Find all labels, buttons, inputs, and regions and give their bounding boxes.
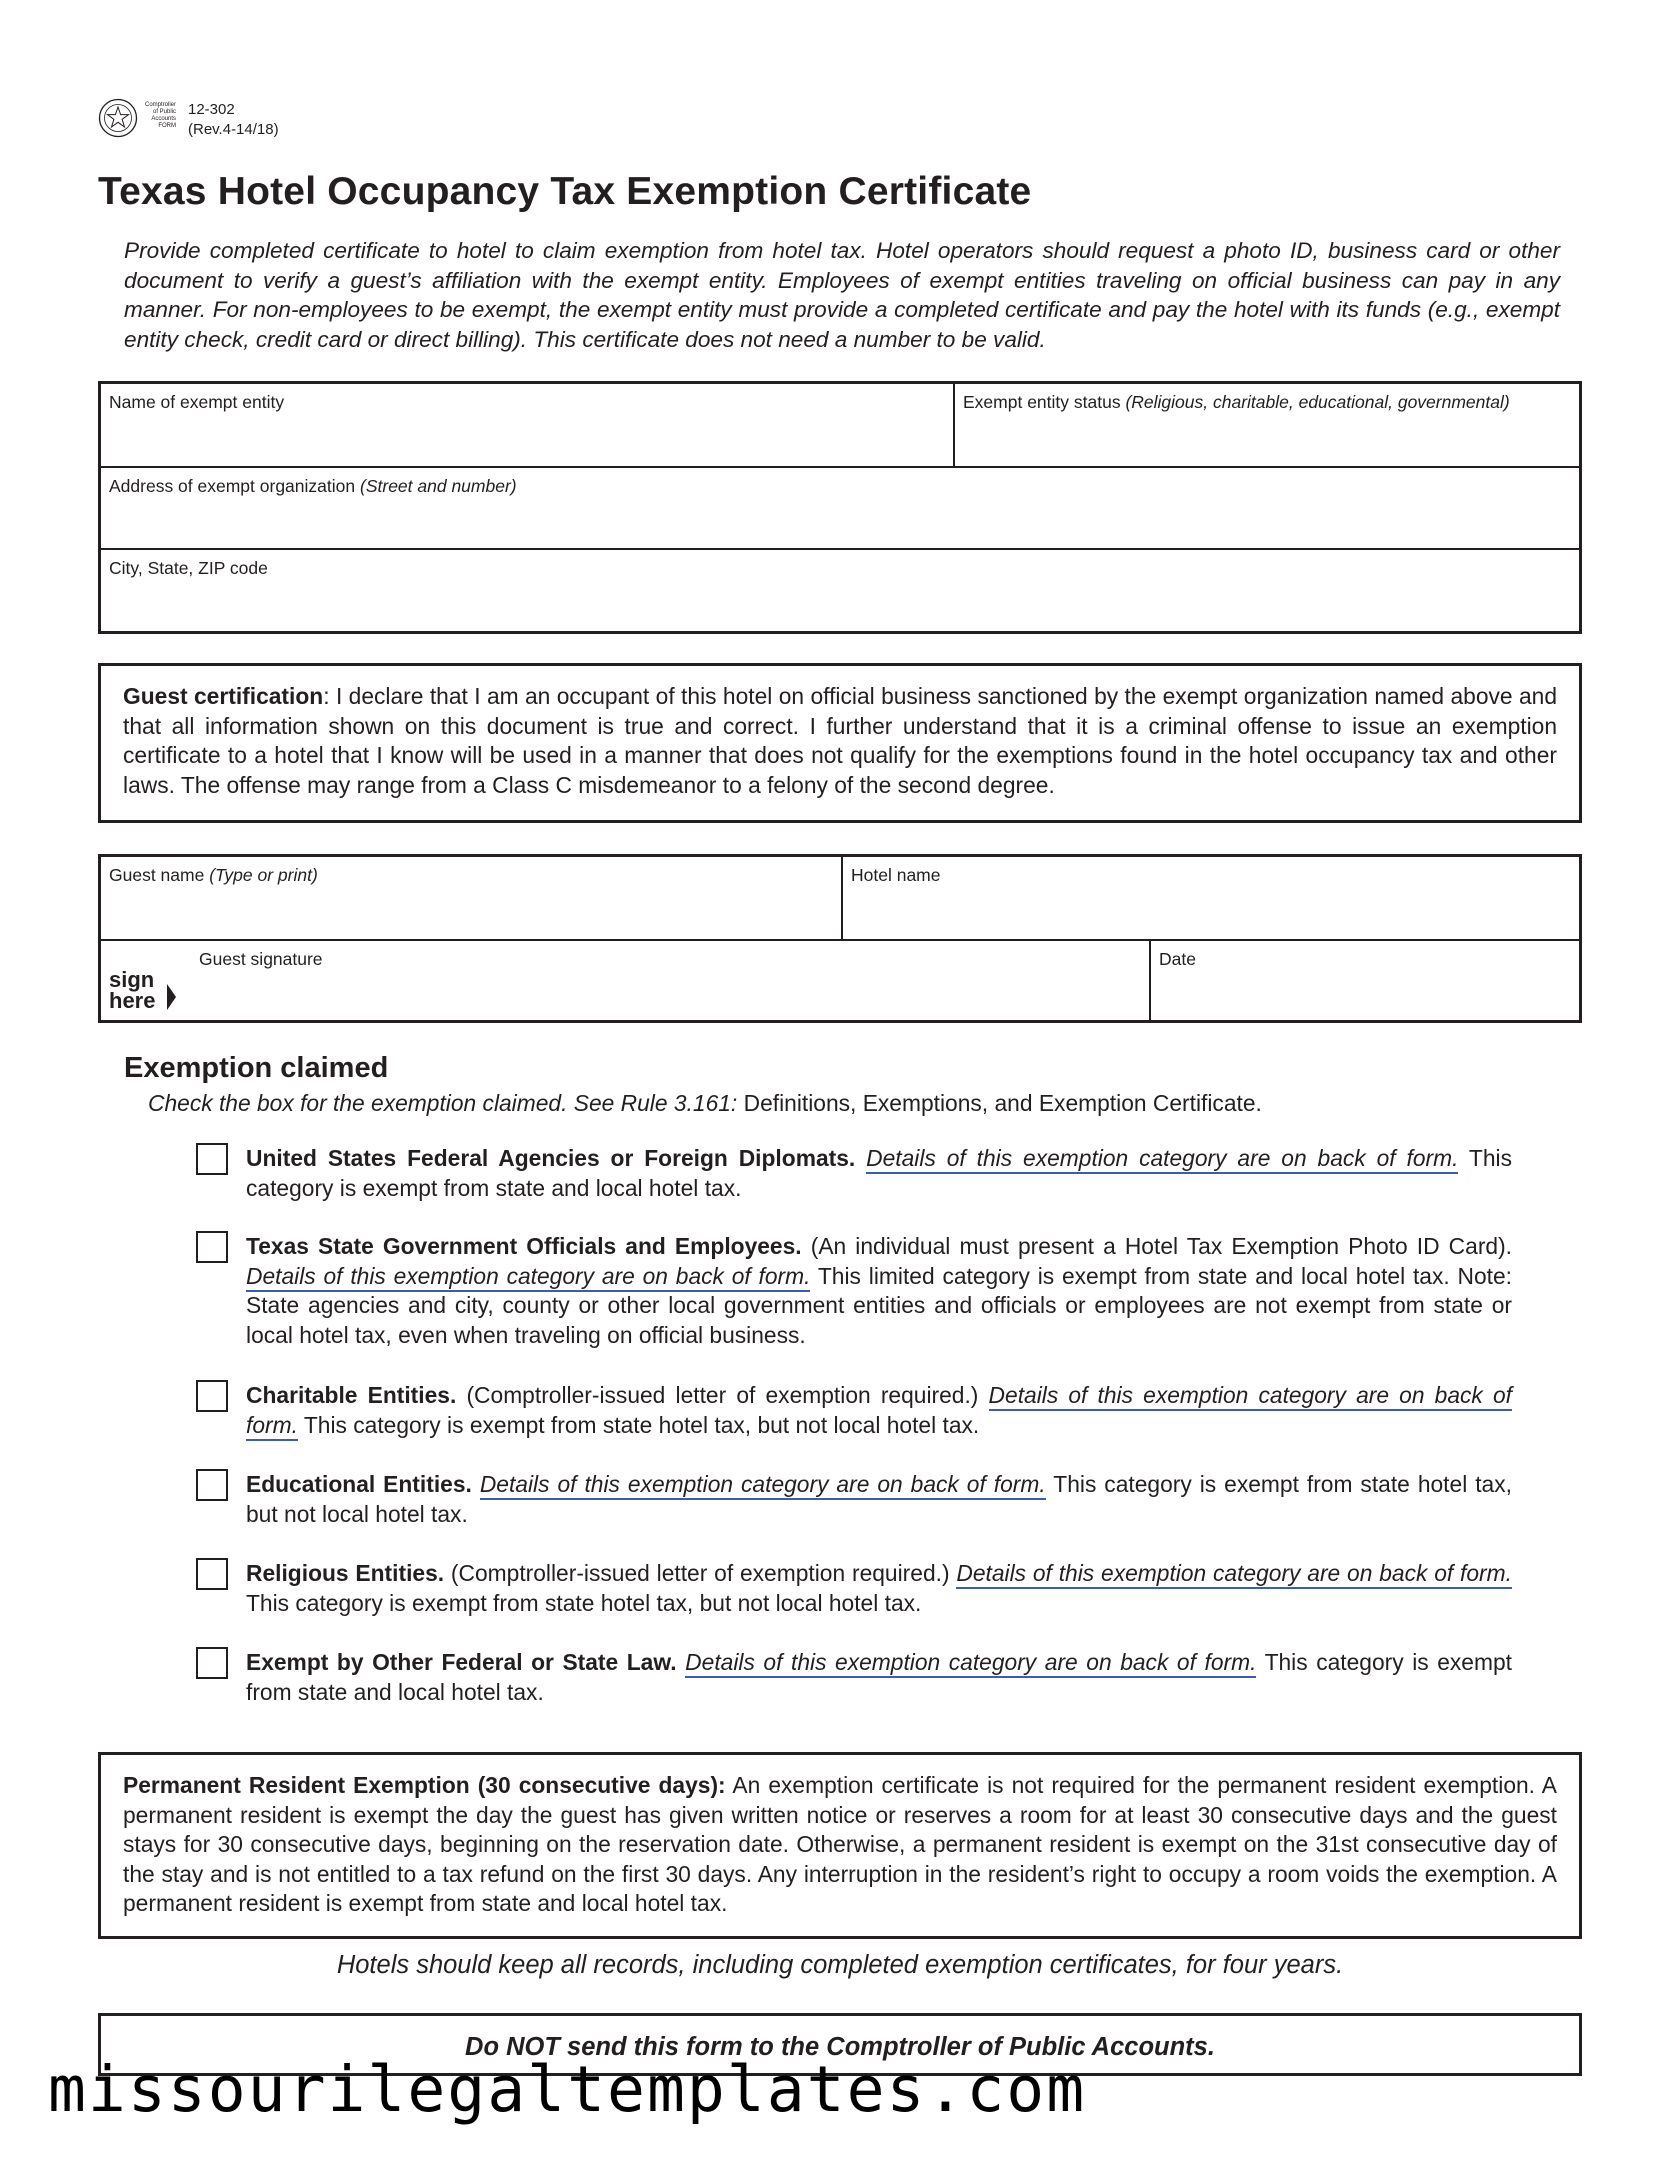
entity-name-label: Name of exempt entity [109, 392, 285, 412]
details-link-charitable-entities[interactable]: Details of this exemption category are on back of form. [246, 1382, 1512, 1441]
hotel-name-label: Hotel name [851, 865, 941, 885]
entity-status-hint: (Religious, charitable, educational, governmental) [1125, 392, 1510, 412]
entity-fields-box [98, 381, 1582, 634]
checkbox-federal-agencies[interactable] [196, 1143, 228, 1175]
guest-name-field[interactable] [101, 857, 841, 939]
entity-status-field[interactable] [955, 384, 1579, 466]
site-watermark: missourilegaltemplates.com [48, 2053, 1087, 2126]
exemption-instruction: Check the box for the exemption claimed. See Rule 3.161: Definitions, Exemptions, and Exemption Certificate. [148, 1090, 1262, 1116]
form-header [98, 98, 298, 142]
date-field[interactable] [1151, 941, 1579, 1020]
intro-paragraph: Provide completed certificate to hotel to claim exemption from hotel tax. Hotel operators should request a photo ID, business card or other document to verify a guest’s affiliation with the exempt entity. Employees of exempt entities traveling on official business can pay in any manner. For non-employees to be exempt, the exempt entity must provide a completed certificate and pay the hotel with its funds (e.g., exempt entity check, credit card or direct billing). This certificate does not need a number to be valid. [124, 238, 1560, 352]
checkbox-texas-state-government[interactable] [196, 1231, 228, 1263]
city-state-zip-field[interactable] [101, 550, 1579, 630]
records-note: Hotels should keep all records, including completed exemption certificates, for four years. [336, 1951, 1344, 1979]
details-link-religious-entities[interactable]: Details of this exemption category are on back of form. [956, 1560, 1512, 1589]
seal-caption: Comptroller of Public Accounts FORM [144, 102, 176, 129]
option-religious-entities: Religious Entities. (Comptroller-issued letter of exemption required.) Details of this exemption category are on back of form. This category is exempt from state hotel tax, but not local hotel tax. [246, 1560, 1512, 1616]
entity-status-label: Exempt entity status [963, 392, 1121, 412]
option-charitable-entities: Charitable Entities. (Comptroller-issued letter of exemption required.) Details of this exemption category are on back of form. This category is exempt from state hotel tax, but not local hotel tax. [246, 1381, 1512, 1440]
details-link-federal-agencies[interactable]: Details of this exemption category are on back of form. [866, 1145, 1458, 1174]
checkbox-other-federal-state-law[interactable] [196, 1647, 228, 1679]
texas-comptroller-seal-icon [98, 98, 138, 138]
date-label: Date [1159, 949, 1196, 969]
checkbox-charitable-entities[interactable] [196, 1380, 228, 1412]
form-number: 12-302 (Rev.4-14/18) [188, 101, 279, 138]
guest-signature-field[interactable] [101, 941, 1149, 1020]
checkbox-educational-entities[interactable] [196, 1469, 228, 1501]
exemption-heading: Exemption claimed [124, 1052, 389, 1084]
checkbox-religious-entities[interactable] [196, 1558, 228, 1590]
address-hint: (Street and number) [360, 476, 517, 496]
details-link-other-federal-state-law[interactable]: Details of this exemption category are on back of form. [685, 1649, 1256, 1678]
option-other-federal-state-law: Exempt by Other Federal or State Law. Details of this exemption category are on back of form. This category is exempt from state and local hotel tax. [246, 1649, 1512, 1705]
address-label: Address of exempt organization [109, 476, 356, 496]
address-field[interactable] [101, 468, 1579, 548]
permanent-resident-text: Permanent Resident Exemption (30 consecutive days): An exemption certificate is not required for the permanent resident exemption. A permanent resident is exempt the day the guest has given written notice or reserves a room for at least 30 consecutive days and the guest stays for 30 consecutive days, beginning on the reservation date. Otherwise, a permanent resident is exempt on the 31st consecutive day of the stay and is not entitled to a tax refund on the first 30 days. Any interruption in the resident’s right to occupy a room voids the exemption. A permanent resident is exempt from state and local hotel tax. [123, 1772, 1557, 1916]
sign-here-marker: sign here [109, 967, 156, 1013]
option-educational-entities: Educational Entities. Details of this exemption category are on back of form. This category is exempt from state hotel tax, but not local hotel tax. [246, 1471, 1512, 1527]
guest-fields-box [98, 854, 1582, 1023]
guest-certification-box [98, 663, 1582, 823]
entity-name-field[interactable] [101, 384, 953, 466]
sign-here-arrow-icon [167, 984, 176, 1010]
hotel-name-field[interactable] [843, 857, 1579, 939]
details-link-texas-state-government[interactable]: Details of this exemption category are on back of form. [246, 1263, 810, 1292]
option-texas-state-government: Texas State Government Officials and Employees. (An individual must present a Hotel Tax Exemption Photo ID Card). Details of this exemption category are on back of form. This limited category is exempt from state and local hotel tax. Note: State agencies and city, county or other local government entities and officials or employees are not exempt from state or local hotel tax, even when traveling on official business. [246, 1233, 1513, 1348]
permanent-resident-heading: Permanent Resident Exemption (30 consecutive days): [123, 1772, 726, 1798]
guest-name-hint: (Type or print) [209, 865, 318, 885]
option-federal-agencies: United States Federal Agencies or Foreign Diplomats. Details of this exemption category are on back of form. This category is exempt from state and local hotel tax. [246, 1145, 1512, 1201]
city-state-zip-label: City, State, ZIP code [109, 558, 268, 578]
details-link-educational-entities[interactable]: Details of this exemption category are on back of form. [480, 1471, 1046, 1500]
do-not-send-notice: Do NOT send this form to the Comptroller of Public Accounts. [465, 2033, 1215, 2061]
guest-certification-text: Guest certification: I declare that I am an occupant of this hotel on official business sanctioned by the exempt organization named above and that all information shown on this document is true and correct. I further understand that it is a criminal offense to issue an exemption certificate to a hotel that I know will be used in a manner that does not qualify for the exemptions found in the hotel occupancy tax and other laws. The offense may range from a Class C misdemeanor to a felony of the second degree. [123, 683, 1557, 798]
guest-certification-heading: Guest certification [123, 683, 324, 709]
guest-name-label: Guest name [109, 865, 205, 885]
page-title: Texas Hotel Occupancy Tax Exemption Certificate [98, 170, 1032, 213]
guest-signature-label: Guest signature [199, 949, 323, 969]
permanent-resident-box [98, 1752, 1582, 1939]
